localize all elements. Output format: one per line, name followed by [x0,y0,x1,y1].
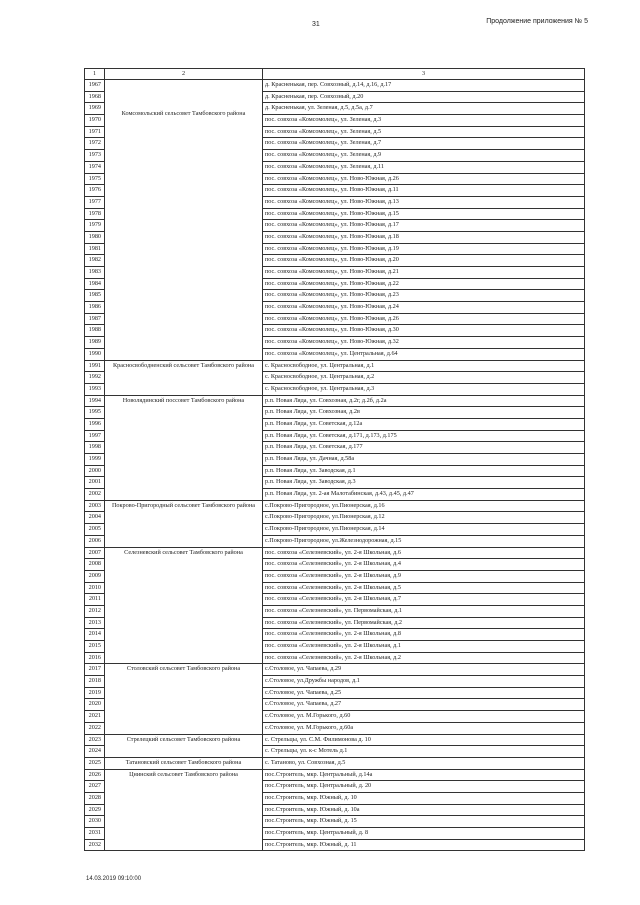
address-cell: с.Покрово-Пригородное, ул.Пионерская, д.14 [263,524,585,536]
address-cell: пос. совхоза «Селезневский», ул. 2-я Школьная, д.1 [263,641,585,653]
column-header: 3 [263,69,585,80]
row-number: 1999 [85,454,105,466]
address-cell: с.Покрово-Пригородное, ул.Пионерская, д.12 [263,512,585,524]
address-cell: пос. совхоза «Комсомолец», ул. Ново-Южная, д.32 [263,337,585,349]
address-cell: пос. совхоза «Селезневский», ул. 2-я Школьная, д.6 [263,547,585,559]
row-number: 2011 [85,594,105,606]
row-number: 2017 [85,664,105,676]
address-cell: с. Татаново, ул. Совхозная, д.5 [263,757,585,769]
address-cell: с. Стрельцы, ул. С.М. Филимонова д. 10 [263,734,585,746]
table-row [85,360,585,372]
row-number: 2021 [85,711,105,723]
address-cell: пос. совхоза «Селезневский», ул. Первомайская, д.1 [263,605,585,617]
row-number: 2013 [85,617,105,629]
row-number: 1986 [85,302,105,314]
row-number: 2014 [85,629,105,641]
row-number: 1989 [85,337,105,349]
row-number: 1995 [85,407,105,419]
column-header: 2 [105,69,263,80]
address-cell: с.Столовое, ул. Чапаева, д.27 [263,699,585,711]
municipality-cell: Покрово-Пригородный сельсовет Тамбовского района [105,500,263,547]
address-cell: пос. совхоза «Комсомолец», ул. Зеленая, д.5 [263,126,585,138]
table-row [85,769,585,781]
address-cell: пос. совхоза «Комсомолец», ул. Ново-Южная, д.21 [263,267,585,279]
row-number: 1991 [85,360,105,372]
row-number: 1993 [85,383,105,395]
address-cell: р.п. Новая Ляда, ул. Заводская, д.3 [263,477,585,489]
row-number: 1990 [85,348,105,360]
register-table [84,68,585,851]
address-cell: с.Покрово-Пригородное, ул.Железнодорожная, д.15 [263,535,585,547]
address-cell: пос. совхоза «Комсомолец», ул. Центральная, д.64 [263,348,585,360]
address-cell: пос. совхоза «Комсомолец», ул. Ново-Южная, д.24 [263,302,585,314]
address-cell: пос. совхоза «Комсомолец», ул. Ново-Южная, д.15 [263,208,585,220]
row-number: 1977 [85,196,105,208]
municipality-cell: Стрелецкий сельсовет Тамбовского района [105,734,263,757]
row-number: 2005 [85,524,105,536]
address-cell: пос.Строитель, мкр. Южный, д. 15 [263,816,585,828]
address-cell: пос. совхоза «Комсомолец», ул. Ново-Южная, д.20 [263,255,585,267]
column-header: 1 [85,69,105,80]
table-header-row [85,69,585,80]
row-number: 2007 [85,547,105,559]
address-cell: р.п. Новая Ляда, ул. Советская, д.12а [263,418,585,430]
address-cell: пос. совхоза «Комсомолец», ул. Ново-Южная, д.22 [263,278,585,290]
continuation-label: Продолжение приложения № 5 [486,18,588,25]
row-number: 2023 [85,734,105,746]
row-number: 1967 [85,80,105,92]
row-number: 2015 [85,641,105,653]
row-number: 2002 [85,489,105,501]
table-row [85,734,585,746]
row-number: 1979 [85,220,105,232]
row-number: 1978 [85,208,105,220]
row-number: 1992 [85,372,105,384]
address-cell: пос. совхоза «Селезневский», ул. 2-я Школьная, д.8 [263,629,585,641]
table-row [85,664,585,676]
address-cell: р.п. Новая Ляда, ул. Заводская, д.1 [263,465,585,477]
address-cell: с.Столовое, ул. М.Горького, д.60 [263,711,585,723]
row-number: 1975 [85,173,105,185]
address-cell: пос. совхоза «Комсомолец», ул. Зеленая, д.7 [263,138,585,150]
address-cell: д. Красненькая, пер. Совхозный, д.14, д.16, д.17 [263,80,585,92]
address-cell: пос. совхоза «Комсомолец», ул. Ново-Южная, д.23 [263,290,585,302]
address-cell: пос. совхоза «Селезневский», ул. 2-я Школьная, д.2 [263,652,585,664]
address-cell: с. Красносвободное, ул. Центральная, д.1 [263,360,585,372]
row-number: 1994 [85,395,105,407]
row-number: 2000 [85,465,105,477]
table-row [85,80,585,92]
row-number: 2029 [85,804,105,816]
table-row [85,757,585,769]
address-cell: пос. совхоза «Комсомолец», ул. Зеленая, д.9 [263,150,585,162]
address-cell: пос.Строитель, мкр. Южный, д. 10 [263,792,585,804]
address-cell: пос.Строитель, мкр. Южный, д. 11 [263,839,585,851]
row-number: 2028 [85,792,105,804]
row-number: 1976 [85,185,105,197]
address-cell: пос.Строитель, мкр. Центральный, д.14а [263,769,585,781]
address-cell: с. Стрельцы, ул. к-с Мотель д.1 [263,746,585,758]
table-row [85,500,585,512]
row-number: 2019 [85,687,105,699]
row-number: 1982 [85,255,105,267]
address-cell: пос.Строитель, мкр. Южный, д. 10а [263,804,585,816]
address-cell: пос. совхоза «Комсомолец», ул. Ново-Южная, д.18 [263,231,585,243]
row-number: 1969 [85,103,105,115]
row-number: 2031 [85,828,105,840]
address-cell: р.п. Новая Лядa, ул. Совхозная, д.2г, д.2б, д.2а [263,395,585,407]
row-number: 2009 [85,570,105,582]
row-number: 1974 [85,161,105,173]
table-row [85,395,585,407]
municipality-cell: Столовский сельсовет Тамбовского района [105,664,263,734]
row-number: 2008 [85,559,105,571]
address-cell: пос. совхоза «Комсомолец», ул. Ново-Южная, д.26 [263,313,585,325]
municipality-cell: Комсомольский сельсовет Тамбовского района [105,80,263,361]
municipality-cell: Селезневский сельсовет Тамбовского района [105,547,263,664]
address-cell: с.Столовое, ул. М.Горького, д.60а [263,722,585,734]
row-number: 2010 [85,582,105,594]
row-number: 1980 [85,231,105,243]
row-number: 2006 [85,535,105,547]
row-number: 1997 [85,430,105,442]
address-cell: пос. совхоза «Комсомолец», ул. Ново-Южная, д.30 [263,325,585,337]
address-cell: пос. совхоза «Комсомолец», ул. Ново-Южная, д.11 [263,185,585,197]
address-cell: пос.Строитель, мкр. Центральный, д. 8 [263,828,585,840]
row-number: 2026 [85,769,105,781]
row-number: 1970 [85,115,105,127]
row-number: 2027 [85,781,105,793]
municipality-cell: Красносвободненский сельсовет Тамбовского района [105,360,263,395]
row-number: 1996 [85,418,105,430]
address-cell: пос. совхоза «Селезневский», ул. Первомайская, д.2 [263,617,585,629]
row-number: 1981 [85,243,105,255]
row-number: 2020 [85,699,105,711]
page-number: 31 [312,21,320,28]
address-cell: пос. совхоза «Селезневский», ул. 2-я Школьная, д.5 [263,582,585,594]
address-cell: р.п. Новая Ляда, ул. Советская, д.177 [263,442,585,454]
address-cell: пос. совхоза «Комсомолец», ул. Ново-Южная, д.26 [263,173,585,185]
address-cell: с.Столовое, ул. Чапаева, д.25 [263,687,585,699]
row-number: 2032 [85,839,105,851]
address-cell: р.п. Новая Ляда, ул. Совхозная, д.2в [263,407,585,419]
address-cell: пос. совхоза «Селезневский», ул. 2-я Школьная, д.4 [263,559,585,571]
address-cell: с. Красносвободное, ул. Центральная, д.2 [263,372,585,384]
row-number: 1973 [85,150,105,162]
address-cell: с.Столовое, ул.Дружбы народов, д.1 [263,676,585,688]
address-cell: д. Красненькая, пер. Совхозный, д.20 [263,91,585,103]
address-cell: пос. совхоза «Комсомолец», ул. Ново-Южная, д.17 [263,220,585,232]
table-row [85,547,585,559]
row-number: 1968 [85,91,105,103]
row-number: 1988 [85,325,105,337]
row-number: 2004 [85,512,105,524]
address-cell: р.п. Новая Ляда, ул. Советская, д.171, д.173, д.175 [263,430,585,442]
address-cell: с. Красносвободное, ул. Центральная, д.3 [263,383,585,395]
row-number: 1972 [85,138,105,150]
row-number: 2012 [85,605,105,617]
row-number: 2003 [85,500,105,512]
address-cell: пос. совхоза «Комсомолец», ул. Ново-Южная, д.13 [263,196,585,208]
row-number: 1971 [85,126,105,138]
row-number: 2022 [85,722,105,734]
row-number: 1983 [85,267,105,279]
row-number: 2030 [85,816,105,828]
row-number: 2016 [85,652,105,664]
municipality-cell: Цнинский сельсовет Тамбовского района [105,769,263,851]
address-cell: д. Красненькая, ул. Зеленая, д.5, д.5а, д.7 [263,103,585,115]
address-cell: пос.Строитель, мкр. Центральный, д. 20 [263,781,585,793]
address-cell: пос. совхоза «Комсомолец», ул. Ново-Южная, д.19 [263,243,585,255]
municipality-cell: Татановский сельсовет Тамбовского района [105,757,263,769]
row-number: 2018 [85,676,105,688]
row-number: 1998 [85,442,105,454]
row-number: 2001 [85,477,105,489]
municipality-cell: Новолядинский поссовет Тамбовского района [105,395,263,500]
row-number: 2024 [85,746,105,758]
address-cell: р.п. Новая Ляда, ул. Дачная, д.58а [263,454,585,466]
address-cell: пос. совхоза «Комсомолец», ул. Зеленая, д.11 [263,161,585,173]
address-cell: с.Столовое, ул. Чапаева, д.29 [263,664,585,676]
row-number: 1987 [85,313,105,325]
address-cell: пос. совхоза «Комсомолец», ул. Зеленая, д.3 [263,115,585,127]
row-number: 1985 [85,290,105,302]
address-cell: пос. совхоза «Селезневский», ул. 2-я Школьная, д.7 [263,594,585,606]
footer-timestamp: 14.03.2019 09:10:00 [86,876,142,882]
address-cell: р.п. Новая Ляда, ул. 2-ая Малотабинская, д.43, д.45, д.47 [263,489,585,501]
row-number: 1984 [85,278,105,290]
address-cell: пос. совхоза «Селезневский», ул. 2-я Школьная, д.9 [263,570,585,582]
row-number: 2025 [85,757,105,769]
address-cell: с.Покрово-Пригородное, ул.Пионерская, д.16 [263,500,585,512]
